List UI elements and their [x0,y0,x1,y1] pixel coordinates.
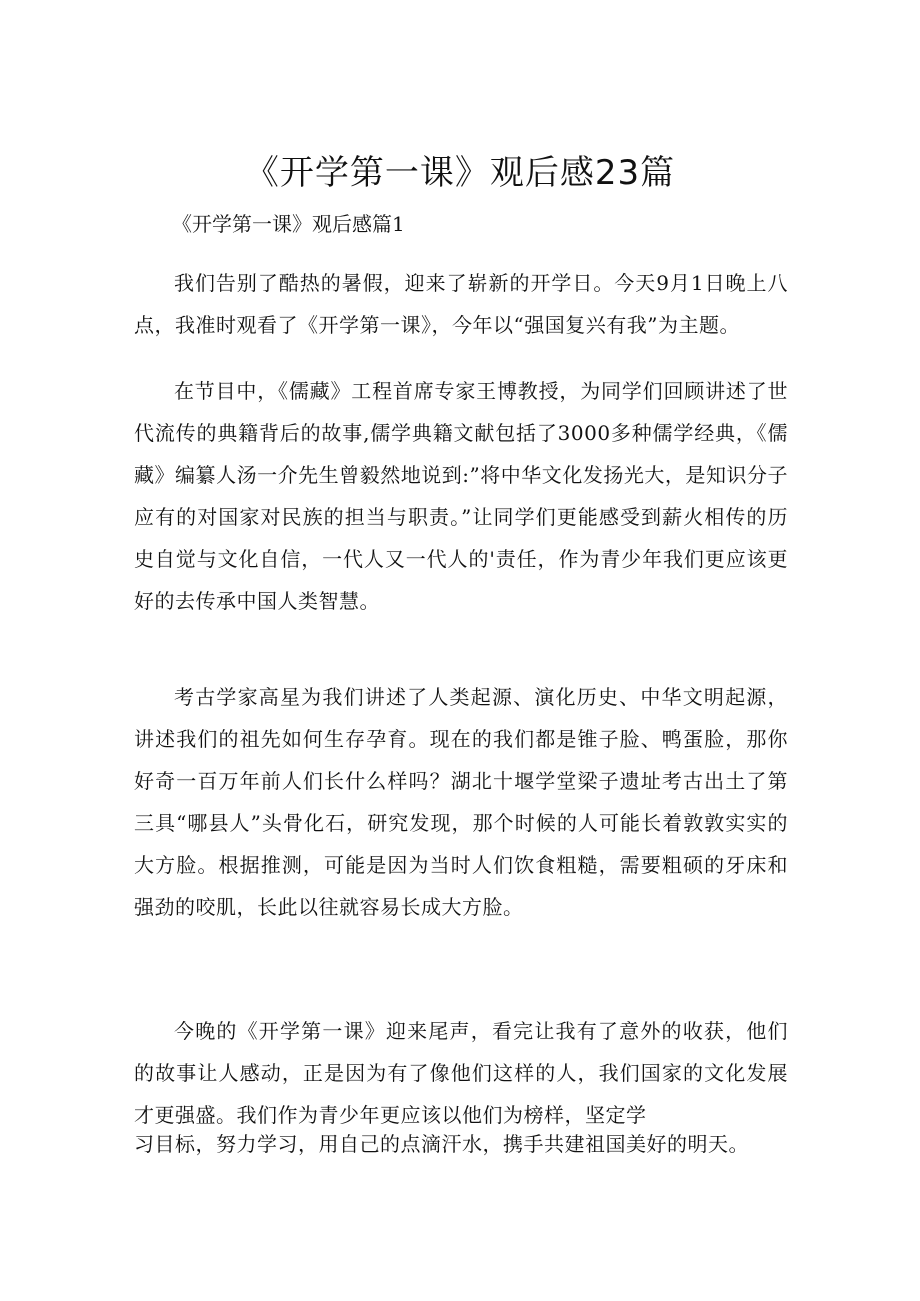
paragraph-1: 我们告别了酷热的暑假，迎来了崭新的开学日。今天9月1日晚上八点，我准时观看了《开学第一课》，今年以“强国复兴有我”为主题。 [134,271,788,337]
paragraph-3: 考古学家高星为我们讲述了人类起源、演化历史、中华文明起源，讲述我们的祖先如何生存孕育。现在的我们都是锥子脸、鸭蛋脸，那你好奇一百万年前人们长什么样吗？湖北十堰学堂梁子遗址考古出土了第三具“哪县人”头骨化石，研究发现，那个时候的人可能长着敦敦实实的大方脸。根据推测，可能是因为当时人们饮食粗糙，需要粗硕的牙床和强劲的咬肌，长此以往就容易长成大方脸。 [134,685,788,919]
paragraph-2: 在节目中，《儒藏》工程首席专家王博教授，为同学们回顾讲述了世代流传的典籍背后的故事,儒学典籍文献包括了3000多种儒学经典，《儒藏》编纂人汤一介先生曾毅然地说到:”将中华文化发扬光大，是知识分子应有的对国家对民族的担当与职责。”让同学们更能感受到薪火相传的历史自觉与文化自信，一代人又一代人的'责任，作为青少年我们更应该更好的去传承中国人类智慧。 [134,379,788,613]
paragraph-4-continuation: 习目标，努力学习，用自己的点滴汗水，携手共建祖国美好的明天。 [134,1132,749,1156]
document-title: 《开学第一课》观后感23篇 [244,153,676,193]
paragraph-4: 今晚的《开学第一课》迎来尾声，看完让我有了意外的收获，他们的故事让人感动，正是因为有了像他们这样的人，我们国家的文化发展才更强盛。我们作为青少年更应该以他们为榜样，坚定学 [134,1019,788,1127]
section-title: 《开学第一课》观后感篇1 [172,212,405,236]
